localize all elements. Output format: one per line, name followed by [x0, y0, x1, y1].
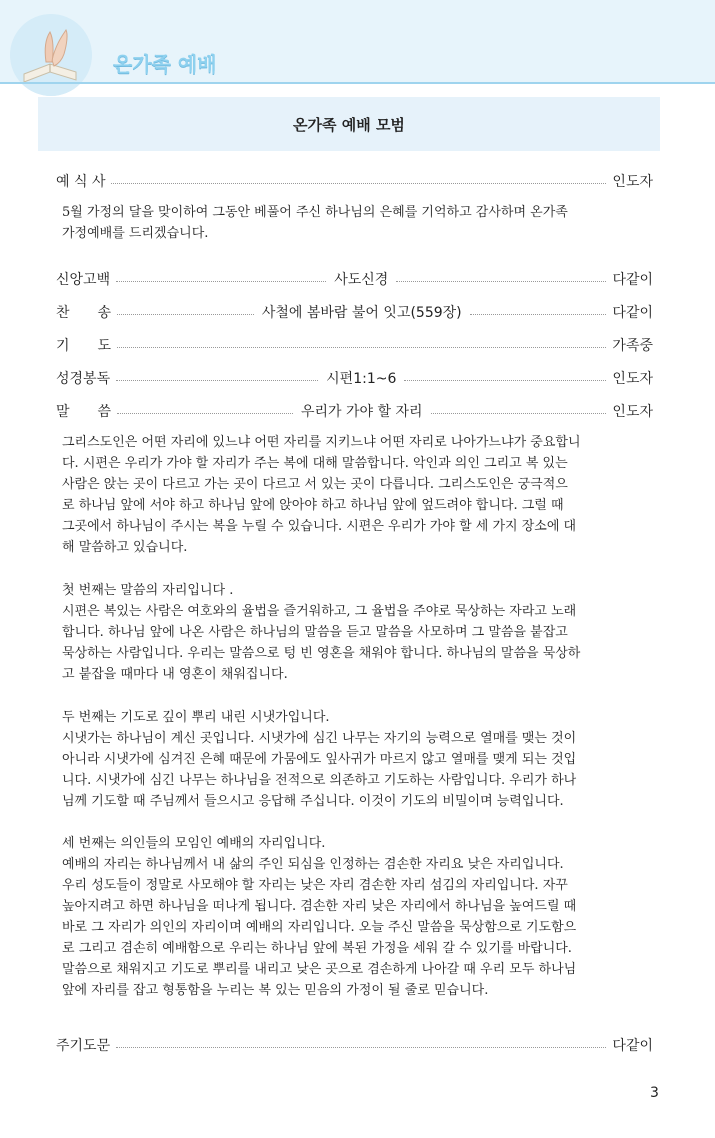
- dot-leader: [117, 314, 254, 315]
- dot-leader: [116, 380, 318, 381]
- text-line: 묵상하는 사람입니다. 우리는 말씀으로 텅 빈 영혼을 채워야 합니다. 하나님의 말씀을 묵상하: [62, 646, 581, 661]
- order-content: 시편1:1~6: [326, 371, 397, 387]
- text-line: 예배의 자리는 하나님께서 내 삶의 주인 되심을 인정하는 겸손한 자리요 낮은 자리입니다.: [62, 857, 564, 872]
- order-row-hymn: [56, 301, 653, 323]
- order-row-lords-prayer: [56, 1034, 653, 1056]
- text-line: 높아지려고 하면 하나님을 떠나게 됩니다. 겸손한 자리 낮은 자리에서 하나님을 높여드릴 때: [62, 899, 577, 914]
- dot-leader: [396, 281, 606, 282]
- order-leader: 가족중: [612, 338, 653, 354]
- text-line: 그곳에서 하나님이 주시는 복을 누릴 수 있습니다. 시편은 우리가 가야 할 세 가지 장소에 대: [62, 519, 577, 534]
- order-row-officiant: [56, 170, 653, 192]
- dot-leader: [117, 413, 293, 414]
- order-leader: 다같이: [612, 305, 653, 321]
- intro-paragraph: [62, 202, 650, 244]
- order-leader: 인도자: [612, 174, 653, 190]
- order-label: 기 도: [56, 338, 112, 354]
- text-line: 5월 가정의 달을 맞이하여 그동안 베풀어 주신 하나님의 은혜를 기억하고 감사하며 온가족: [62, 205, 568, 220]
- order-label: 말 씀: [56, 404, 112, 420]
- text-line: 앞에 자리를 잡고 형통함을 누리는 복 있는 믿음의 가정이 될 줄로 믿습니다.: [62, 983, 489, 998]
- order-content: 우리가 가야 할 자리: [300, 404, 423, 420]
- text-line: 그리스도인은 어떤 자리에 있느냐 어떤 자리를 지키느냐 어떤 자리로 나아가느냐가 중요합니: [62, 435, 581, 450]
- header-divider: [0, 82, 715, 84]
- text-line: 님께 기도할 때 주님께서 들으시고 응답해 주십니다. 이것이 기도의 비밀이며 능력입니다.: [62, 794, 564, 809]
- text-line: 우리 성도들이 정말로 사모해야 할 자리는 낮은 자리 겸손한 자리 섬김의 자리입니다. 자꾸: [62, 878, 568, 893]
- sermon-intro-paragraph: [62, 432, 650, 558]
- section-title: 온가족 예배: [113, 52, 217, 76]
- text-line: 시냇가는 하나님이 계신 곳입니다. 시냇가에 심긴 나무는 자기의 능력으로 열매를 맺는 것이: [62, 731, 577, 746]
- order-content: 사도신경: [334, 272, 389, 288]
- point-one-paragraph: [62, 580, 650, 685]
- order-leader: 인도자: [612, 371, 653, 387]
- page-title: 온가족 예배 모범: [293, 116, 405, 134]
- dot-leader: [116, 1047, 606, 1048]
- order-content: 사철에 봄바람 불어 잇고(559장): [261, 305, 462, 321]
- order-label: 신앙고백: [56, 272, 111, 288]
- dot-leader: [431, 413, 607, 414]
- text-line: 바로 그 자리가 의인의 자리이며 예배의 자리입니다. 오늘 주신 말씀을 묵상함으로 기도함으: [62, 920, 577, 935]
- order-label: 찬 송: [56, 305, 112, 321]
- order-label: 예 식 사: [56, 174, 106, 190]
- dot-leader: [470, 314, 607, 315]
- point-two-paragraph: [62, 707, 650, 812]
- order-leader: 다같이: [612, 1038, 653, 1054]
- text-line: 첫 번째는 말씀의 자리입니다 .: [62, 583, 234, 598]
- text-line: 고 붙잡을 때마다 내 영혼이 채워집니다.: [62, 667, 288, 682]
- order-row-sermon: [56, 400, 653, 422]
- dot-leader: [116, 281, 326, 282]
- dot-leader: [117, 347, 606, 348]
- page-number: 3: [650, 1085, 659, 1101]
- text-line: 로 그리고 겸손히 예배함으로 우리는 하나님 앞에 복된 가정을 세워 갈 수 있기를 바랍니다.: [62, 941, 572, 956]
- text-line: 합니다. 하나님 앞에 나온 사람은 하나님의 말씀을 듣고 말씀을 사모하며 그 말씀을 붙잡고: [62, 625, 568, 640]
- text-line: 다. 시편은 우리가 가야 할 자리가 주는 복에 대해 말씀합니다. 악인과 의인 그리고 복 있는: [62, 456, 568, 471]
- order-label: 주기도문: [56, 1038, 111, 1054]
- text-line: 로 하나님 앞에 서야 하고 하나님 앞에 앉아야 하고 하나님 앞에 엎드려야 합니다. 그럴 때: [62, 498, 564, 513]
- text-line: 세 번째는 의인들의 모임인 예배의 자리입니다.: [62, 836, 326, 851]
- order-leader: 인도자: [612, 404, 653, 420]
- text-line: 니다. 시냇가에 심긴 나무는 하나님을 전적으로 의존하고 기도하는 사람입니다. 우리가 하나: [62, 773, 577, 788]
- order-leader: 다같이: [612, 272, 654, 288]
- order-label: 성경봉독: [56, 371, 111, 387]
- text-line: 말씀으로 채워지고 기도로 뿌리를 내리고 낮은 곳으로 겸손하게 나아갈 때 우리 모두 하나님: [62, 962, 577, 977]
- point-three-paragraph: [62, 833, 650, 1001]
- title-box: [38, 97, 660, 151]
- text-line: 아니라 시냇가에 심겨진 은혜 때문에 가뭄에도 잎사귀가 마르지 않고 열매를 맺게 되는 것입: [62, 752, 577, 767]
- order-row-prayer: [56, 334, 653, 356]
- text-line: 시편은 복있는 사람은 여호와의 율법을 즐거워하고, 그 율법을 주야로 묵상하는 자라고 노래: [62, 604, 577, 619]
- text-line: 사람은 앉는 곳이 다르고 가는 곳이 다르고 서 있는 곳이 다릅니다. 그리스도인은 궁극적으: [62, 477, 568, 492]
- dot-leader: [111, 183, 606, 184]
- text-line: 두 번째는 기도로 깊이 뿌리 내린 시냇가입니다.: [62, 710, 330, 725]
- dot-leader: [404, 380, 606, 381]
- page-header: [0, 0, 715, 82]
- order-row-reading: [56, 367, 653, 389]
- order-row-creed: [56, 268, 653, 290]
- text-line: 가정예배를 드리겠습니다.: [62, 226, 209, 241]
- text-line: 해 말씀하고 있습니다.: [62, 540, 188, 555]
